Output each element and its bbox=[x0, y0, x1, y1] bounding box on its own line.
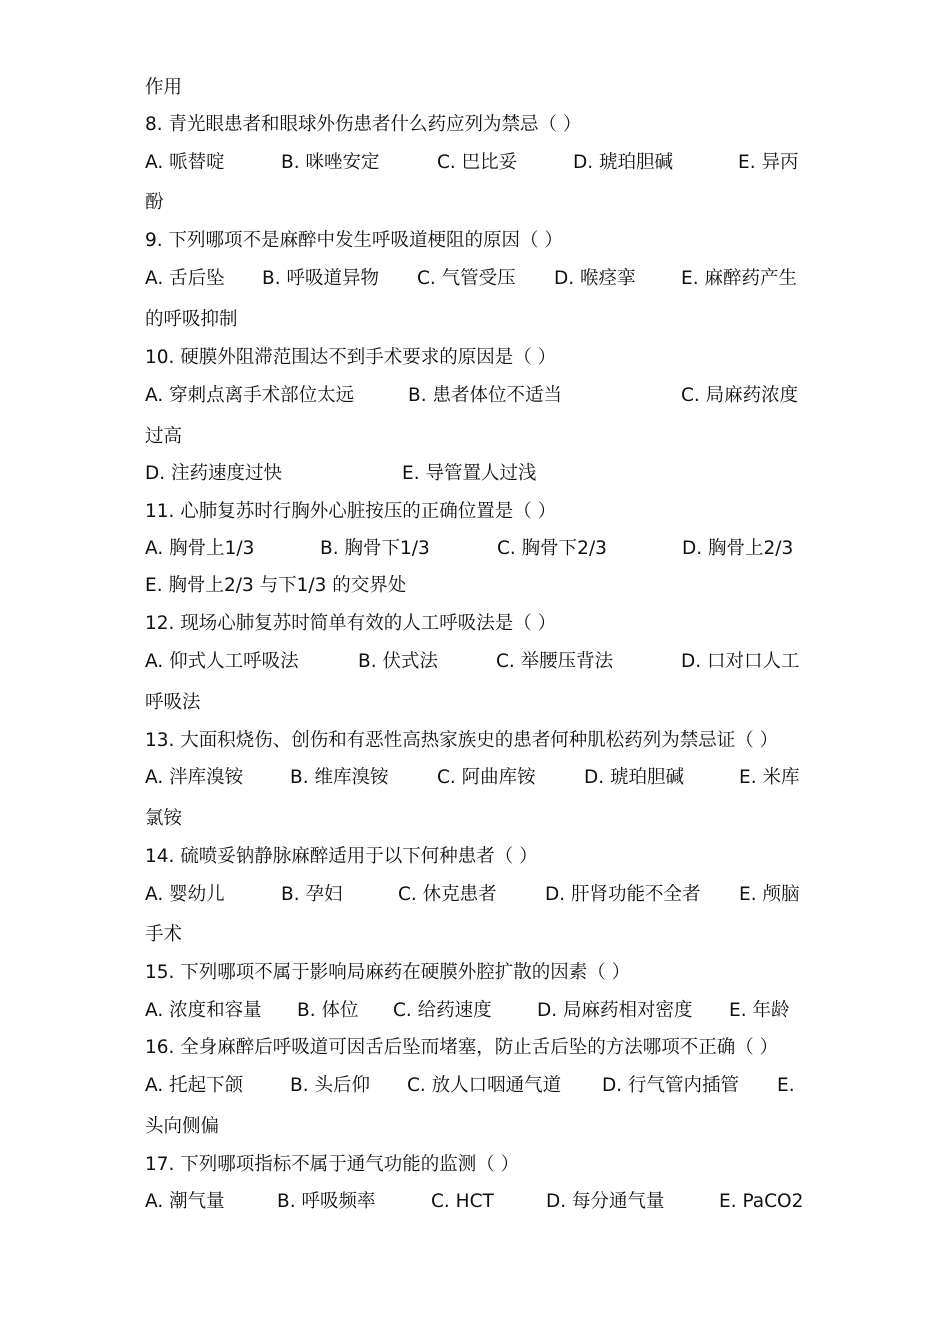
continuation-text: 头向侧偏 bbox=[145, 1116, 220, 1137]
option-text: C. 巴比妥 bbox=[437, 152, 518, 173]
option-text: A. 穿刺点离手术部位太远 bbox=[145, 385, 355, 406]
option-text: E. 异丙 bbox=[738, 152, 799, 173]
option-text: D. 局麻药相对密度 bbox=[537, 1000, 693, 1021]
continuation-text: 酚 bbox=[145, 192, 164, 213]
option-text: D. 喉痉挛 bbox=[554, 268, 636, 289]
option-text: B. 孕妇 bbox=[281, 884, 343, 905]
option-text: B. 体位 bbox=[297, 1000, 359, 1021]
option-text: A. 浓度和容量 bbox=[145, 1000, 262, 1021]
option-text: D. 行气管内插管 bbox=[602, 1075, 740, 1096]
option-text: E. 颅脑 bbox=[739, 884, 800, 905]
option-text: D. 胸骨上2/3 bbox=[682, 538, 794, 559]
option-text: C. 给药速度 bbox=[393, 1000, 492, 1021]
option-text: C. HCT bbox=[431, 1191, 494, 1212]
option-text: D. 琥珀胆碱 bbox=[584, 767, 685, 788]
option-text: E. 麻醉药产生 bbox=[681, 268, 797, 289]
question-text: 12. 现场心肺复苏时简单有效的人工呼吸法是（ ） bbox=[145, 613, 557, 634]
option-text: E. 导管置人过浅 bbox=[402, 463, 537, 484]
option-text: C. 气管受压 bbox=[417, 268, 516, 289]
option-text: D. 琥珀胆碱 bbox=[573, 152, 674, 173]
question-text: 8. 青光眼患者和眼球外伤患者什么药应列为禁忌（ ） bbox=[145, 114, 582, 135]
question-text: 11. 心肺复苏时行胸外心脏按压的正确位置是（ ） bbox=[145, 501, 557, 522]
question-text: 9. 下列哪项不是麻醉中发生呼吸道梗阻的原因（ ） bbox=[145, 230, 563, 251]
option-text: C. 局麻药浓度 bbox=[681, 385, 799, 406]
option-text: D. 每分通气量 bbox=[546, 1191, 665, 1212]
option-text: E. bbox=[777, 1075, 795, 1096]
question-text: 15. 下列哪项不属于影响局麻药在硬膜外腔扩散的因素（ ） bbox=[145, 962, 631, 983]
continuation-text: 作用 bbox=[145, 77, 183, 98]
question-text: 13. 大面积烧伤、创伤和有恶性高热家族史的患者何种肌松药列为禁忌证（ ） bbox=[145, 730, 779, 751]
option-text: A. 婴幼儿 bbox=[145, 884, 225, 905]
option-text: A. 胸骨上1/3 bbox=[145, 538, 255, 559]
continuation-text: 手术 bbox=[145, 924, 183, 945]
option-text: C. 休克患者 bbox=[398, 884, 497, 905]
option-text: A. 泮库溴铵 bbox=[145, 767, 244, 788]
option-text: C. 举腰压背法 bbox=[496, 651, 614, 672]
option-text: D. 注药速度过快 bbox=[145, 463, 283, 484]
option-text: E. 米库 bbox=[739, 767, 800, 788]
option-text: A. 哌替啶 bbox=[145, 152, 225, 173]
continuation-text: 呼吸法 bbox=[145, 692, 201, 713]
question-text: 14. 硫喷妥钠静脉麻醉适用于以下何种患者（ ） bbox=[145, 846, 538, 867]
question-text: 16. 全身麻醉后呼吸道可因舌后坠而堵塞，防止舌后坠的方法哪项不正确（ ） bbox=[145, 1037, 779, 1058]
option-text: E. 年龄 bbox=[729, 1000, 790, 1021]
option-text: B. 伏式法 bbox=[358, 651, 438, 672]
option-text: C. 胸骨下2/3 bbox=[497, 538, 607, 559]
option-text: B. 呼吸道异物 bbox=[262, 268, 379, 289]
continuation-text: E. 胸骨上2/3 与下1/3 的交界处 bbox=[145, 575, 407, 596]
question-text: 17. 下列哪项指标不属于通气功能的监测（ ） bbox=[145, 1154, 520, 1175]
option-text: B. 维库溴铵 bbox=[290, 767, 389, 788]
continuation-text: 的呼吸抑制 bbox=[145, 309, 238, 330]
option-text: B. 头后仰 bbox=[290, 1075, 370, 1096]
option-text: A. 潮气量 bbox=[145, 1191, 225, 1212]
option-text: B. 呼吸频率 bbox=[277, 1191, 376, 1212]
option-text: B. 患者体位不适当 bbox=[408, 385, 562, 406]
option-text: E. PaCO2 bbox=[719, 1191, 804, 1212]
option-text: A. 托起下颌 bbox=[145, 1075, 244, 1096]
option-text: C. 阿曲库铵 bbox=[437, 767, 536, 788]
option-text: A. 仰式人工呼吸法 bbox=[145, 651, 299, 672]
option-text: D. 肝肾功能不全者 bbox=[545, 884, 701, 905]
option-text: B. 胸骨下1/3 bbox=[320, 538, 430, 559]
option-text: A. 舌后坠 bbox=[145, 268, 225, 289]
option-text: B. 咪唑安定 bbox=[281, 152, 380, 173]
option-text: C. 放人口咽通气道 bbox=[407, 1075, 562, 1096]
question-text: 10. 硬膜外阻滞范围达不到手术要求的原因是（ ） bbox=[145, 347, 557, 368]
continuation-text: 氯铵 bbox=[145, 808, 183, 829]
option-text: D. 口对口人工 bbox=[681, 651, 800, 672]
continuation-text: 过高 bbox=[145, 426, 183, 447]
